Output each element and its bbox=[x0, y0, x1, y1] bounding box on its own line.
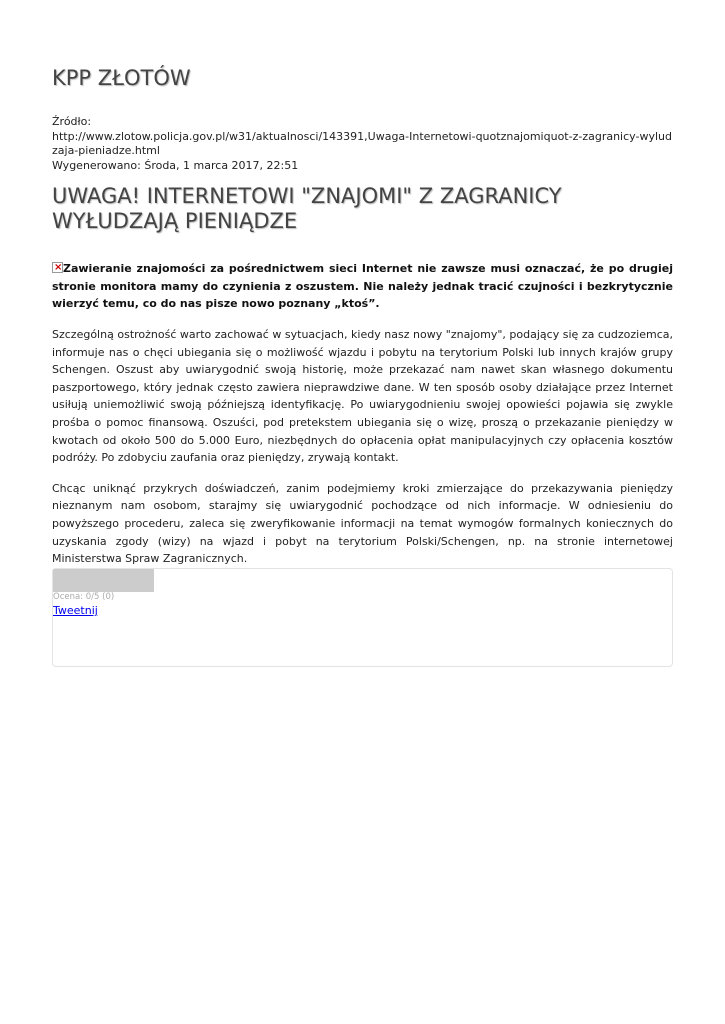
article-lead-text: Zawieranie znajomości za pośrednictwem sieci Internet nie zawsze musi oznaczać, że po drugiej stronie monitora mamy do czynienia z oszustem. Nie należy jednak tracić czujności i bezkrytycznie wierzyć temu, co do nas pisze nowo poznany „ktoś”. bbox=[52, 262, 673, 310]
article-paragraph: Szczególną ostrożność warto zachować w sytuacjach, kiedy nasz nowy "znajomy", podający się za cudzoziemca, informuje nas o chęci ubiegania się o możliwość wjazdu i pobytu na terytorium Polski lub innych krajów grupy Schengen. Oszust aby uwiarygodnić swoją historię, może przekazać nam nawet skan własnego dokumentu paszportowego, który jednak często zawiera nieprawdziwe dane. W ten sposób osoby działające przez Internet usiłują uniemożliwić swoją późniejszą identyfikację. Po uwiarygodnieniu swojej opowieści pojawia się zwykle prośba o pomoc finansową. Oszuści, pod pretekstem ubiegania się o wizę, proszą o przekazanie pieniędzy w kwotach od około 500 do 5.000 Euro, niezbędnych do opłacenia opłat manipulacyjnych czy opłacenia kosztów podróży. Po zdobyciu zaufania oraz pieniędzy, zrywają kontakt. bbox=[52, 328, 673, 465]
broken-image-icon bbox=[52, 262, 63, 273]
article-paragraph: Chcąc uniknąć przykrych doświadczeń, zanim podejmiemy kroki zmierzające do przekazywania pieniędzy nieznanym nam osobom, starajmy się uwiarygodnić pochodzące od nich informacje. W odniesieniu do powyższego procederu, zaleca się zweryfikowanie informacji na temat wymogów formalnych koniecznych do uzyskania zgody (wizy) na wjazd i pobyt na terytorium Polski/Schengen, np. na stronie internetowej Ministerstwa Spraw Zagranicznych. bbox=[52, 481, 673, 566]
source-label: Źródło: bbox=[52, 115, 92, 128]
article-body bbox=[52, 326, 673, 581]
rating-text: Ocena: 0/5 (0) bbox=[53, 592, 115, 602]
rating-share-box bbox=[52, 568, 673, 667]
tweet-link[interactable]: Tweetnij bbox=[53, 604, 98, 617]
source-url: http://www.zlotow.policja.gov.pl/w31/aktualnosci/143391,Uwaga-Internetowi-quotznajomiquot-z-zagranicy-wyludzaja-pieniadze.html bbox=[52, 129, 672, 157]
document-meta bbox=[52, 115, 673, 173]
rating-stars-bar[interactable] bbox=[53, 569, 154, 592]
generated-date: Wygenerowano: Środa, 1 marca 2017, 22:51 bbox=[52, 158, 299, 172]
site-title: KPP ZŁOTÓW bbox=[52, 66, 191, 90]
article-title: UWAGA! INTERNETOWI "ZNAJOMI" Z ZAGRANICY WYŁUDZAJĄ PIENIĄDZE bbox=[52, 184, 562, 233]
article-lead bbox=[52, 260, 673, 313]
